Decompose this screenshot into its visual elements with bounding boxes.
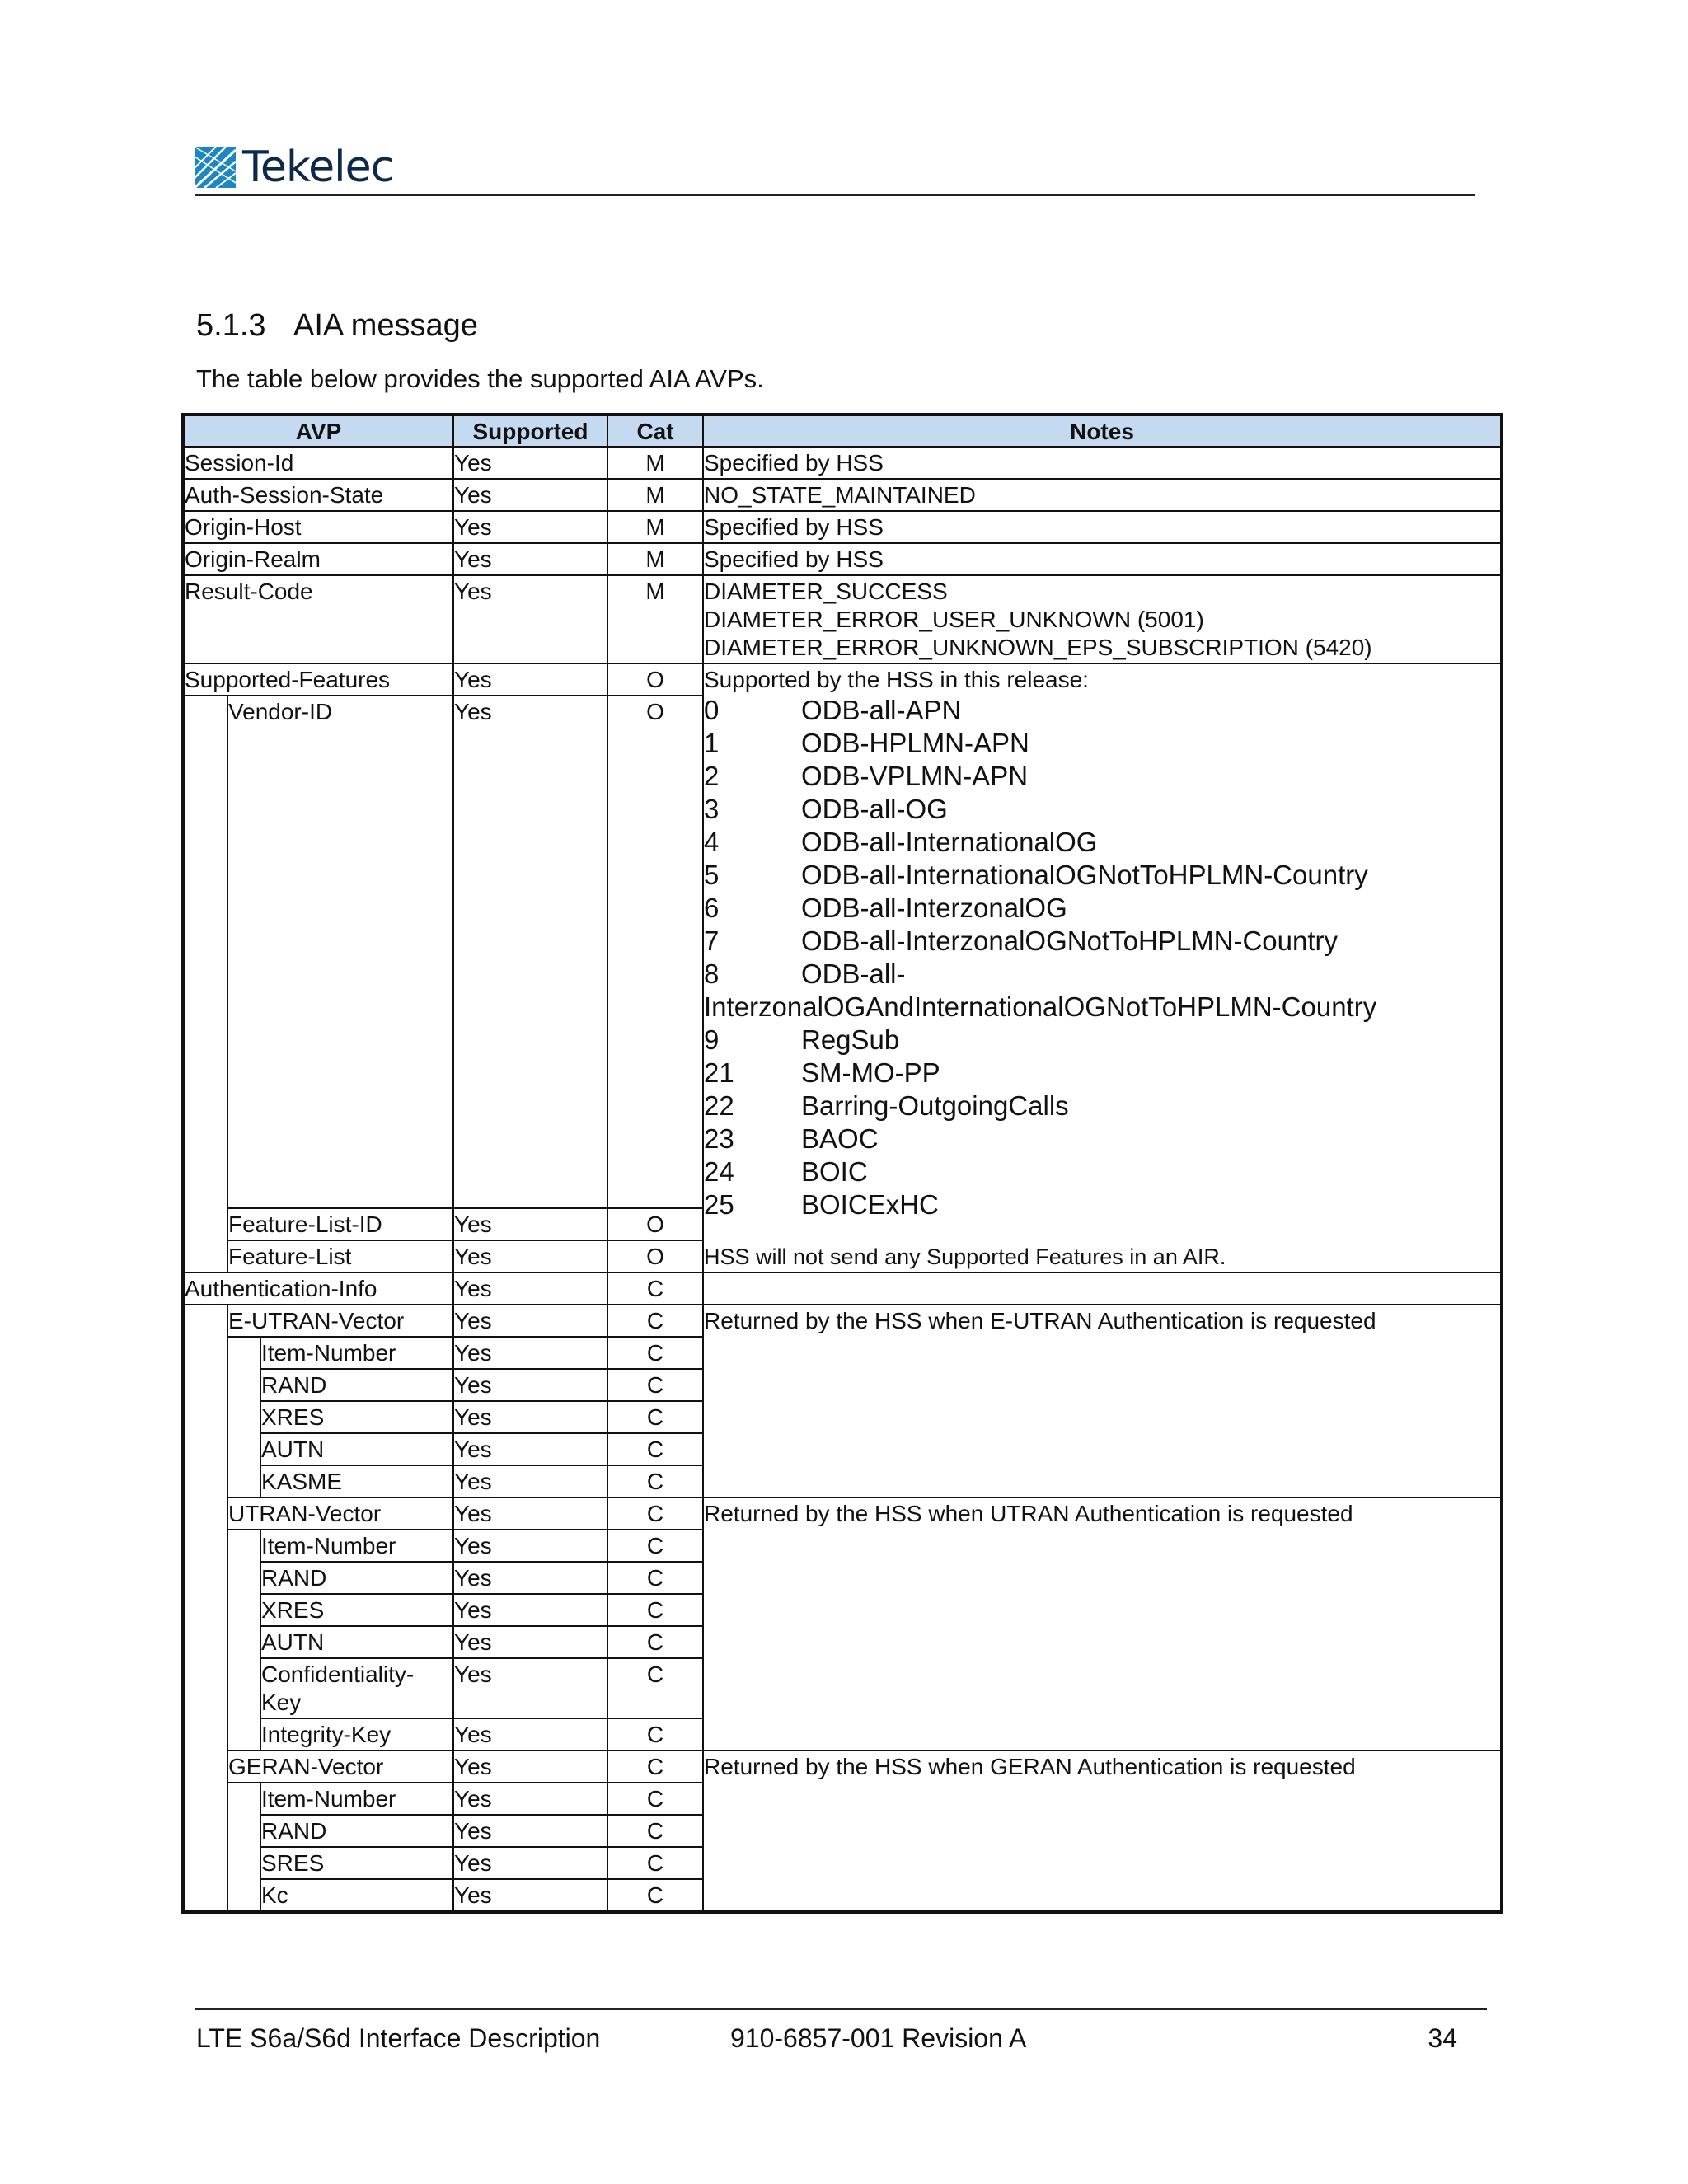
- table-row: Item-Number Yes C: [183, 1783, 1502, 1815]
- odb-feature-item: 0 ODB-all-APN: [704, 695, 962, 725]
- header-avp: AVP: [183, 415, 453, 447]
- odb-feature-item: 6 ODB-all-InterzonalOG: [704, 893, 1067, 923]
- odb-feature-item: 23 BAOC: [704, 1123, 879, 1154]
- table-row: XRES Yes C: [183, 1594, 1502, 1626]
- table-row: Item-Number Yes C: [183, 1337, 1502, 1369]
- odb-feature-item: 8 ODB-all-: [704, 958, 906, 989]
- odb-feature-item: 22 Barring-OutgoingCalls: [704, 1090, 1069, 1121]
- table-row: XRES Yes C: [183, 1401, 1502, 1433]
- table-row: Item-Number Yes C: [183, 1530, 1502, 1562]
- company-logo: [195, 145, 393, 190]
- odb-feature-item: 9 RegSub: [704, 1024, 900, 1055]
- table-row: Integrity-Key Yes C: [183, 1718, 1502, 1750]
- table-row: RAND Yes C: [183, 1369, 1502, 1401]
- table-row: AUTN Yes C: [183, 1433, 1502, 1465]
- table-row: Auth-Session-State Yes M NO_STATE_MAINTAINED: [183, 479, 1502, 511]
- section-number: 5.1.3: [196, 308, 266, 343]
- footer-doc-title: LTE S6a/S6d Interface Description: [196, 2023, 601, 2053]
- tekelec-logo-icon: [195, 147, 236, 188]
- table-row: Session-Id Yes M Specified by HSS: [183, 447, 1502, 479]
- table-row: E-UTRAN-Vector Yes C Returned by the HSS when E-UTRAN Authentication is requested: [183, 1305, 1502, 1337]
- odb-feature-item: 24 BOIC: [704, 1156, 868, 1187]
- aia-avp-table: [181, 413, 1503, 1914]
- odb-feature-item: 7 ODB-all-InterzonalOGNotToHPLMN-Country: [704, 926, 1339, 956]
- odb-feature-item: 1 ODB-HPLMN-APN: [704, 728, 1029, 758]
- odb-feature-item: 3 ODB-all-OG: [704, 794, 948, 824]
- table-row: Vendor-ID Yes O: [183, 696, 1502, 1208]
- header-supported: Supported: [453, 415, 607, 447]
- table-row: Origin-Realm Yes M Specified by HSS: [183, 543, 1502, 575]
- table-row: RAND Yes C: [183, 1815, 1502, 1847]
- table-row: RAND Yes C: [183, 1562, 1502, 1594]
- table-row: Authentication-Info Yes C: [183, 1272, 1502, 1305]
- footer-doc-number: 910-6857-001 Revision A: [730, 2023, 1027, 2053]
- table-header-row: [183, 415, 1502, 447]
- odb-feature-item-continued: InterzonalOGAndInternationalOGNotToHPLMN-Country: [704, 991, 1377, 1022]
- section-heading: [196, 308, 478, 344]
- odb-feature-item: 21 SM-MO-PP: [704, 1057, 940, 1088]
- odb-feature-item: 25 BOICExHC: [704, 1189, 939, 1220]
- page-footer: [195, 2008, 1487, 2053]
- header-notes: Notes: [703, 415, 1502, 447]
- section-title: AIA message: [293, 308, 478, 343]
- table-row: KASME Yes C: [183, 1465, 1502, 1497]
- footer-page-number: 34: [1428, 2023, 1457, 2053]
- table-row: Confidentiality- Key Yes C: [183, 1658, 1502, 1718]
- table-row: Origin-Host Yes M Specified by HSS: [183, 511, 1502, 543]
- auth-info-indent: [183, 1305, 227, 1912]
- table-row: Result-Code Yes M DIAMETER_SUCCESS DIAMETER_ERROR_USER_UNKNOWN (5001) DIAMETER_ERROR_UNKNOWN_EPS_SUBSCRIPTION (5420): [183, 575, 1502, 663]
- table-row: Feature-List Yes O: [183, 1240, 1502, 1272]
- logo-text: Tekelec: [242, 143, 394, 192]
- table-row: Supported-Features Yes O Supported by the HSS in this release: 0 ODB-all-APN 1 ODB-HPLMN-APN 2 ODB-VPLMN-APN 3 ODB-all-OG 4 ODB-all-InternationalOG 5 ODB-all-InternationalOGNotToHPLMN-Country 6 ODB-all-InterzonalOG 7 ODB-all-InterzonalOGNotToHPLMN-Country 8 ODB-all- InterzonalOGAndInternationalOGNotToHPLMN-Country 9 RegSub 21 SM-MO-PP 22 Barring-OutgoingCalls 23 BAOC 24 BOIC 25 BOICExHC HSS will not send any Supported Features in an AIR.: [183, 663, 1502, 696]
- table-row: AUTN Yes C: [183, 1626, 1502, 1658]
- intro-text: The table below provides the supported AIA AVPs.: [196, 364, 764, 393]
- table-row: Kc Yes C: [183, 1879, 1502, 1912]
- table-row: Feature-List-ID Yes O: [183, 1208, 1502, 1240]
- header-cat: Cat: [607, 415, 703, 447]
- odb-feature-item: 2 ODB-VPLMN-APN: [704, 761, 1029, 791]
- odb-feature-item: 4 ODB-all-InternationalOG: [704, 827, 1098, 857]
- odb-feature-item: 5 ODB-all-InternationalOGNotToHPLMN-Country: [704, 860, 1368, 890]
- table-row: GERAN-Vector Yes C Returned by the HSS when GERAN Authentication is requested: [183, 1750, 1502, 1783]
- result-code-notes: DIAMETER_SUCCESS DIAMETER_ERROR_USER_UNKNOWN (5001) DIAMETER_ERROR_UNKNOWN_EPS_SUBSCRIPTION (5420): [703, 575, 1502, 663]
- supported-features-notes: Supported by the HSS in this release: 0 ODB-all-APN 1 ODB-HPLMN-APN 2 ODB-VPLMN-APN 3 ODB-all-OG 4 ODB-all-InternationalOG 5 ODB-all-InternationalOGNotToHPLMN-Country 6 ODB-all-InterzonalOG 7 ODB-all-InterzonalOGNotToHPLMN-Country 8 ODB-all- InterzonalOGAndInternationalOGNotToHPLMN-Country 9 RegSub 21 SM-MO-PP 22 Barring-OutgoingCalls 23 BAOC 24 BOIC 25 BOICExHC HSS will not send any Supported Features in an AIR.: [703, 663, 1502, 1272]
- table-row: UTRAN-Vector Yes C Returned by the HSS when UTRAN Authentication is requested: [183, 1497, 1502, 1530]
- page-header: [195, 142, 1475, 196]
- table-row: SRES Yes C: [183, 1847, 1502, 1879]
